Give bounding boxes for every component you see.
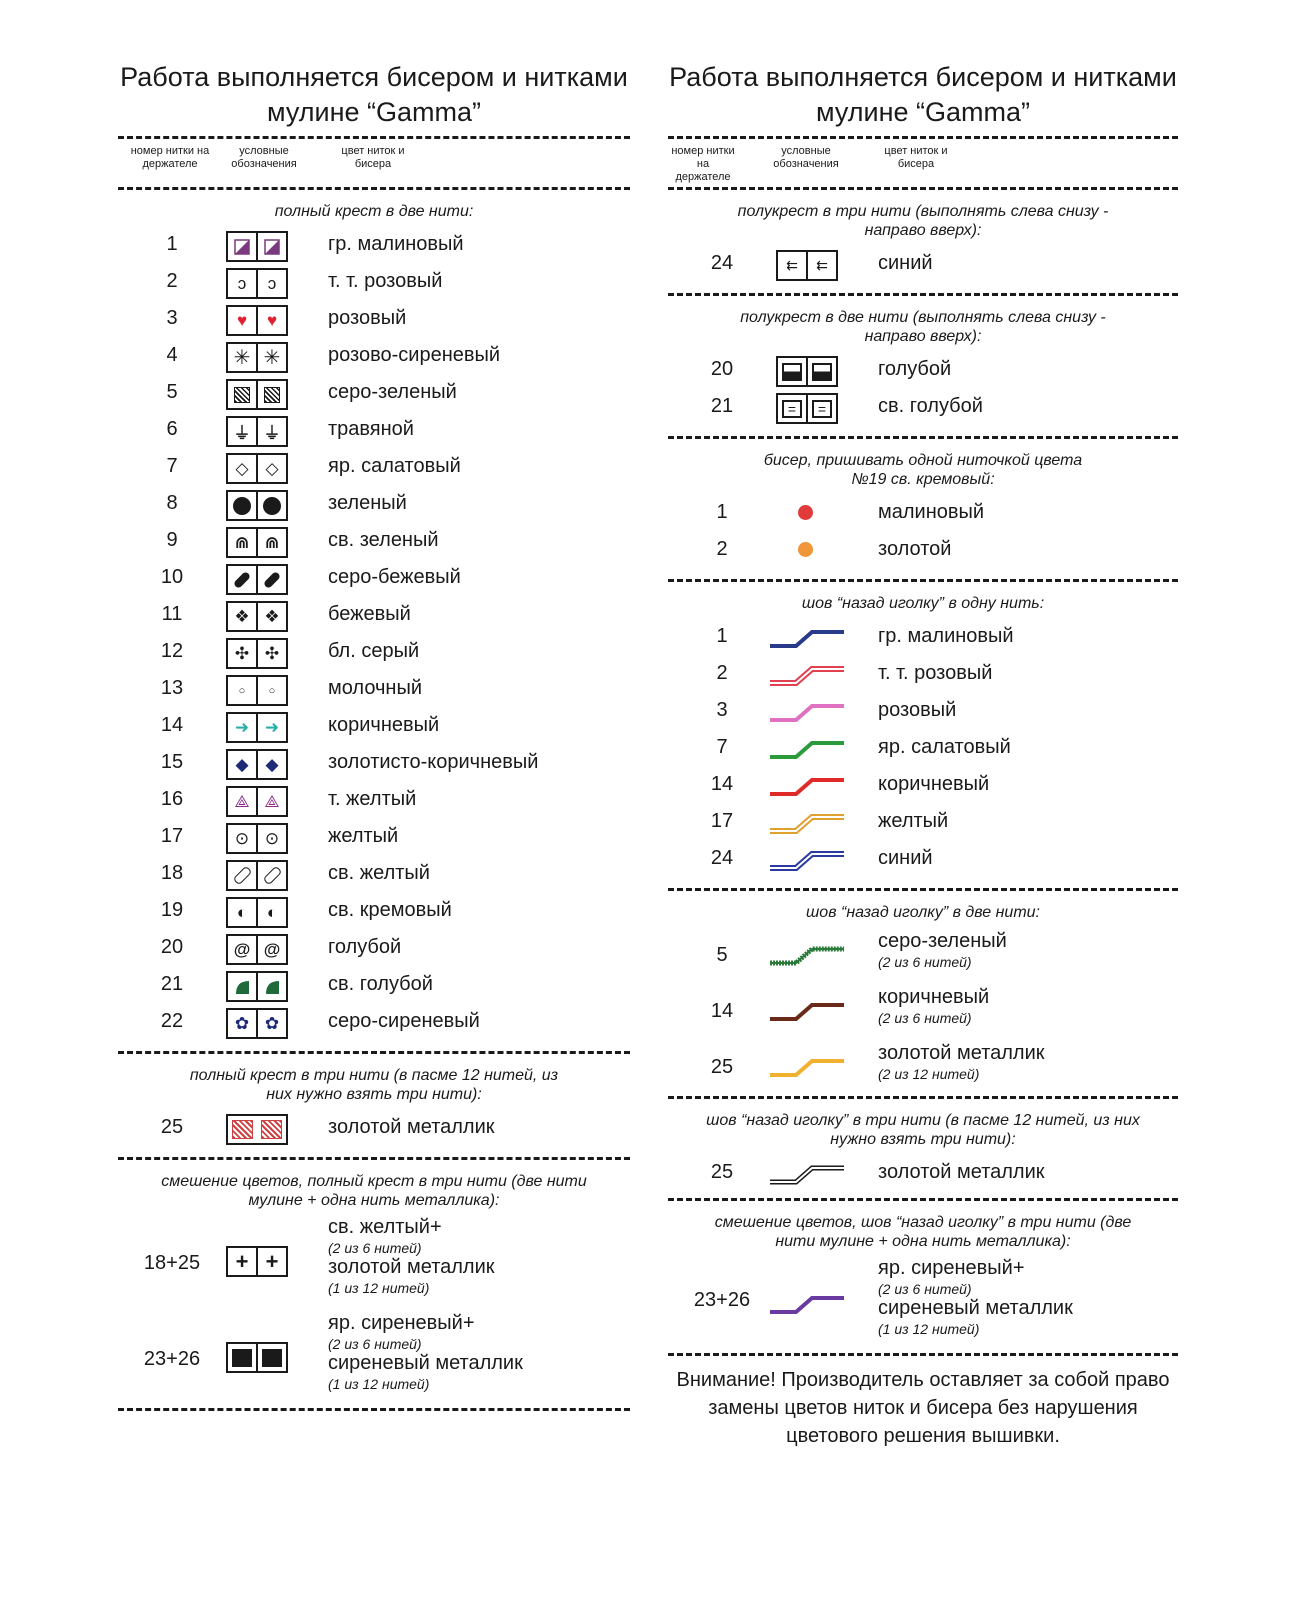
legend-row — [668, 984, 1178, 1040]
mix-color-b: сиреневый металлик — [328, 1352, 523, 1374]
thread-number: 25 — [710, 1056, 734, 1078]
divider — [118, 1408, 630, 1411]
legend-row — [668, 352, 1178, 389]
bead-number: 2 — [716, 538, 728, 560]
thread-color-name: св. кремовый — [328, 899, 452, 921]
mix-color-a-sub: (2 из 6 нитей) — [878, 1281, 972, 1297]
section-mix-right: смешение цветов, шов “назад иголку” в три нити (две нити мулине + одна нить металлика): — [714, 1214, 1132, 1250]
mix-color-a-sub: (2 из 6 нитей) — [328, 1240, 422, 1256]
thread-number: 17 — [710, 810, 734, 832]
mix-color-b-sub: (1 из 12 нитей) — [328, 1280, 430, 1296]
section-backstitch-two: шов “назад иголку” в две нити: — [806, 904, 1040, 921]
section-half-cross-three: полукрест в три нити (выполнять слева снизу - направо вверх): — [737, 203, 1109, 239]
legend-row — [668, 532, 1178, 569]
thread-color-name: бл. серый — [328, 640, 420, 662]
column-headers-right — [668, 139, 1178, 187]
backstitch-line-icon — [768, 1291, 846, 1317]
thread-number: 23+26 — [693, 1289, 751, 1311]
at-icon: @ @ — [226, 934, 288, 965]
diamond-filled-icon: ◆ ◆ — [226, 749, 288, 780]
legend-row-mix — [118, 1312, 630, 1408]
oval-outline-icon — [226, 860, 288, 891]
backstitch-line-icon — [768, 998, 846, 1024]
legend-row — [668, 389, 1178, 426]
legend-row — [118, 486, 630, 523]
thread-number: 6 — [166, 418, 178, 440]
thread-color-name: гр. малиновый — [328, 233, 464, 255]
divider — [668, 1198, 1178, 1201]
thread-color-name: зеленый — [328, 492, 407, 514]
thread-number: 13 — [160, 677, 184, 699]
legend-row — [118, 597, 630, 634]
mix-color-a: яр. сиреневый+ — [328, 1312, 475, 1334]
thread-number: 22 — [160, 1010, 184, 1032]
legend-row — [118, 227, 630, 264]
section-full-cross-three: полный крест в три нити (в пасме 12 нитей, из них нужно взять три нити): — [189, 1067, 559, 1103]
header-color: цвет ниток и бисера — [884, 145, 948, 170]
mix-color-b: золотой металлик — [328, 1256, 495, 1278]
thread-number: 24 — [710, 847, 734, 869]
leaf-icon — [226, 971, 288, 1002]
thread-color-name: серо-зеленый — [878, 930, 1007, 952]
thread-number: 1 — [166, 233, 178, 255]
thread-color-name: яр. салатовый — [328, 455, 461, 477]
mix-color-b-sub: (1 из 12 нитей) — [328, 1376, 430, 1392]
thread-color-name: синий — [878, 252, 933, 274]
legend-row — [668, 841, 1178, 878]
bead-dot-icon — [798, 542, 813, 557]
diamond-outline-icon: ◇ ◇ — [226, 453, 288, 484]
legend-row — [118, 264, 630, 301]
thread-number: 18 — [160, 862, 184, 884]
flower-icon: ✿ ✿ — [226, 1008, 288, 1039]
four-arrows-icon: ✣ ✣ — [226, 638, 288, 669]
manufacturer-note: Внимание! Производитель оставляет за собой право замены цветов ниток и бисера без нарушения цветового решения вышивки. — [676, 1369, 1170, 1447]
half-filled-square-icon — [776, 356, 838, 387]
thread-color-name: т. желтый — [328, 788, 417, 810]
legend-title-right: Работа выполняется бисером и нитками мулине “Gamma” — [669, 62, 1177, 127]
legend-row — [668, 495, 1178, 532]
bead-dot-icon — [798, 505, 813, 520]
thread-color-name: яр. салатовый — [878, 736, 1011, 758]
legend-row — [118, 301, 630, 338]
thread-color-name: голубой — [328, 936, 402, 958]
thread-color-name: серо-сиреневый — [328, 1010, 480, 1032]
thread-color-name: розово-сиреневый — [328, 344, 501, 366]
thread-color-name: золотой металлик — [328, 1116, 495, 1138]
legend-row — [118, 412, 630, 449]
thread-color-name: св. голубой — [878, 395, 983, 417]
legend-row — [668, 693, 1178, 730]
thread-color-name: св. зеленый — [328, 529, 439, 551]
backstitch-line-icon — [768, 625, 846, 651]
thread-number: 23+26 — [143, 1348, 201, 1370]
thread-color-name: желтый — [878, 810, 949, 832]
thread-color-name: травяной — [328, 418, 414, 440]
thread-number: 21 — [160, 973, 184, 995]
column-headers-left — [118, 139, 630, 187]
spiral-icon: ↄ ↄ — [226, 268, 288, 299]
thread-color-name: золотисто-коричневый — [328, 751, 539, 773]
backstitch-line-icon — [768, 662, 846, 688]
divider — [668, 293, 1178, 296]
legend-row — [668, 656, 1178, 693]
section-mix-left: смешение цветов, полный крест в три нити (две нити мулине + одна нить металлика): — [161, 1173, 587, 1209]
legend-row — [668, 1040, 1178, 1096]
legend-row — [118, 819, 630, 856]
legend-row — [668, 1155, 1178, 1192]
mix-color-b-sub: (1 из 12 нитей) — [878, 1321, 980, 1337]
thread-number: 12 — [160, 640, 184, 662]
legend-row — [118, 449, 630, 486]
divider — [668, 436, 1178, 439]
legend-row — [118, 375, 630, 412]
legend-row — [118, 967, 630, 1004]
thread-color-name: розовый — [328, 307, 407, 329]
mix-color-a-sub: (2 из 6 нитей) — [328, 1336, 422, 1352]
thread-number: 4 — [166, 344, 178, 366]
thread-color-name: св. голубой — [328, 973, 433, 995]
thread-number: 9 — [166, 529, 178, 551]
section-backstitch-three: шов “назад иголку” в три нити (в пасме 12 нитей, из них нужно взять три нити): — [706, 1112, 1140, 1148]
thread-number: 3 — [716, 699, 728, 721]
legend-row — [118, 893, 630, 930]
header-color: цвет ниток и бисера — [341, 145, 405, 170]
legend-row — [118, 708, 630, 745]
thread-number: 10 — [160, 566, 184, 588]
heart-icon: ♥ ♥ — [226, 305, 288, 336]
divider — [668, 579, 1178, 582]
thread-number: 19 — [160, 899, 184, 921]
backstitch-line-icon — [768, 847, 846, 873]
legend-row-mix — [668, 1257, 1178, 1353]
backstitch-line-icon — [768, 1054, 846, 1080]
thread-color-name: серо-бежевый — [328, 566, 461, 588]
triangle-icon: ⟁ ⟁ — [226, 786, 288, 817]
thread-color-name: коричневый — [878, 773, 990, 795]
bead-color-name: золотой — [878, 538, 952, 560]
thread-color-name: розовый — [878, 699, 957, 721]
hatched-red-icon — [226, 1114, 288, 1145]
legend-row — [668, 246, 1178, 283]
thread-number: 8 — [166, 492, 178, 514]
header-number: номер нитки на держателе — [130, 145, 210, 170]
arrow-right-icon: ➜ ➜ — [226, 712, 288, 743]
thread-number: 20 — [160, 936, 184, 958]
divider — [118, 1051, 630, 1054]
thread-number: 7 — [716, 736, 728, 758]
legend-row-mix — [118, 1216, 630, 1312]
mix-color-a: св. желтый+ — [328, 1216, 442, 1238]
thread-number: 2 — [166, 270, 178, 292]
legend-row — [118, 338, 630, 375]
thread-number: 14 — [710, 773, 734, 795]
thread-color-name: молочный — [328, 677, 423, 699]
double-arrow-icon: ⇇ ⇇ — [776, 250, 838, 281]
backstitch-line-icon — [768, 942, 846, 968]
thread-number: 24 — [710, 252, 734, 274]
thread-number: 5 — [166, 381, 178, 403]
thread-color-name: желтый — [328, 825, 399, 847]
thread-color-name: т. т. розовый — [328, 270, 443, 292]
divider — [668, 1096, 1178, 1099]
thread-number: 2 — [716, 662, 728, 684]
thread-number: 3 — [166, 307, 178, 329]
thread-color-name: золотой металлик — [878, 1042, 1045, 1064]
divider — [668, 888, 1178, 891]
thread-color-name: коричневый — [328, 714, 440, 736]
thread-color-name: коричневый — [878, 986, 990, 1008]
thread-number: 11 — [161, 603, 183, 625]
legend-row — [118, 1004, 630, 1041]
thread-number: 1 — [716, 625, 728, 647]
header-number: номер нитки на держателе — [671, 145, 735, 183]
thread-number: 25 — [160, 1116, 184, 1138]
thread-color-name: голубой — [878, 358, 952, 380]
diamond-cross-icon: ❖ ❖ — [226, 601, 288, 632]
mix-color-a: яр. сиреневый+ — [878, 1257, 1025, 1279]
mushroom-icon: ⏚ ⏚ — [226, 416, 288, 447]
bead-number: 1 — [716, 501, 728, 523]
legend-row — [118, 745, 630, 782]
section-half-cross-two: полукрест в две нити (выполнять слева снизу - направо вверх): — [740, 309, 1106, 345]
thread-number: 14 — [710, 1000, 734, 1022]
thread-number: 20 — [710, 358, 734, 380]
small-circle-icon: ○ ○ — [226, 675, 288, 706]
backstitch-line-icon — [768, 736, 846, 762]
legend-left-column — [118, 60, 630, 1411]
thread-number: 25 — [710, 1161, 734, 1183]
thread-number: 16 — [160, 788, 184, 810]
legend-row — [118, 523, 630, 560]
arch-icon: ⋒ ⋒ — [226, 527, 288, 558]
divider — [668, 1353, 1178, 1356]
plus-icon: + + — [226, 1246, 288, 1277]
legend-row — [118, 634, 630, 671]
legend-row — [118, 1110, 630, 1147]
thread-number: 18+25 — [143, 1252, 201, 1274]
asterisk-icon: ✳ ✳ — [226, 342, 288, 373]
moon-icon: ◐ ◐ — [226, 897, 288, 928]
black-square-icon — [226, 1342, 288, 1373]
backstitch-one-list — [668, 619, 1178, 878]
thread-number: 15 — [160, 751, 184, 773]
legend-title-left: Работа выполняется бисером и нитками мулине “Gamma” — [120, 62, 628, 127]
legend-row — [668, 767, 1178, 804]
thread-ratio: (2 из 6 нитей) — [878, 954, 972, 970]
thread-color-name: синий — [878, 847, 933, 869]
header-symbol: условные обозначения — [231, 145, 297, 170]
legend-row — [668, 619, 1178, 656]
legend-row — [118, 930, 630, 967]
backstitch-line-icon — [768, 810, 846, 836]
section-beads: бисер, пришивать одной ниточкой цвета №19 св. кремовый: — [763, 452, 1083, 488]
backstitch-line-icon — [768, 773, 846, 799]
thread-number: 7 — [166, 455, 178, 477]
divider — [118, 187, 630, 190]
hatched-square-icon — [226, 379, 288, 410]
header-symbol: условные обозначения — [773, 145, 839, 170]
legend-row — [118, 560, 630, 597]
backstitch-line-icon — [768, 1161, 846, 1187]
legend-row — [118, 671, 630, 708]
thread-ratio: (2 из 12 нитей) — [878, 1066, 980, 1082]
legend-right-column — [668, 60, 1178, 1450]
thread-color-name: т. т. розовый — [878, 662, 993, 684]
thread-color-name: бежевый — [328, 603, 411, 625]
thread-number: 14 — [160, 714, 184, 736]
legend-row — [668, 804, 1178, 841]
thread-number: 5 — [716, 944, 728, 966]
mix-color-b: сиреневый металлик — [878, 1297, 1073, 1319]
bead-color-name: малиновый — [878, 501, 985, 523]
half-triangle-icon — [226, 231, 288, 262]
thread-number: 21 — [710, 395, 734, 417]
legend-row — [668, 730, 1178, 767]
legend-row — [118, 782, 630, 819]
legend-row — [118, 856, 630, 893]
thread-color-name: серо-зеленый — [328, 381, 457, 403]
legend-row — [668, 928, 1178, 984]
thread-color-name: гр. малиновый — [878, 625, 1014, 647]
equals-icon: = = — [776, 393, 838, 424]
thread-ratio: (2 из 6 нитей) — [878, 1010, 972, 1026]
divider — [118, 1157, 630, 1160]
thread-color-name: св. желтый — [328, 862, 430, 884]
divider — [668, 187, 1178, 190]
backstitch-line-icon — [768, 699, 846, 725]
filled-circle-icon — [226, 490, 288, 521]
target-icon: ⊙ ⊙ — [226, 823, 288, 854]
full-cross-two-list — [118, 227, 630, 1041]
section-full-cross-two: полный крест в две нити: — [274, 203, 474, 220]
backstitch-two-list — [668, 928, 1178, 1096]
oval-filled-icon — [226, 564, 288, 595]
beads-list — [668, 495, 1178, 569]
thread-number: 17 — [160, 825, 184, 847]
thread-color-name: золотой металлик — [878, 1161, 1045, 1183]
section-backstitch-one: шов “назад иголку” в одну нить: — [801, 595, 1045, 612]
